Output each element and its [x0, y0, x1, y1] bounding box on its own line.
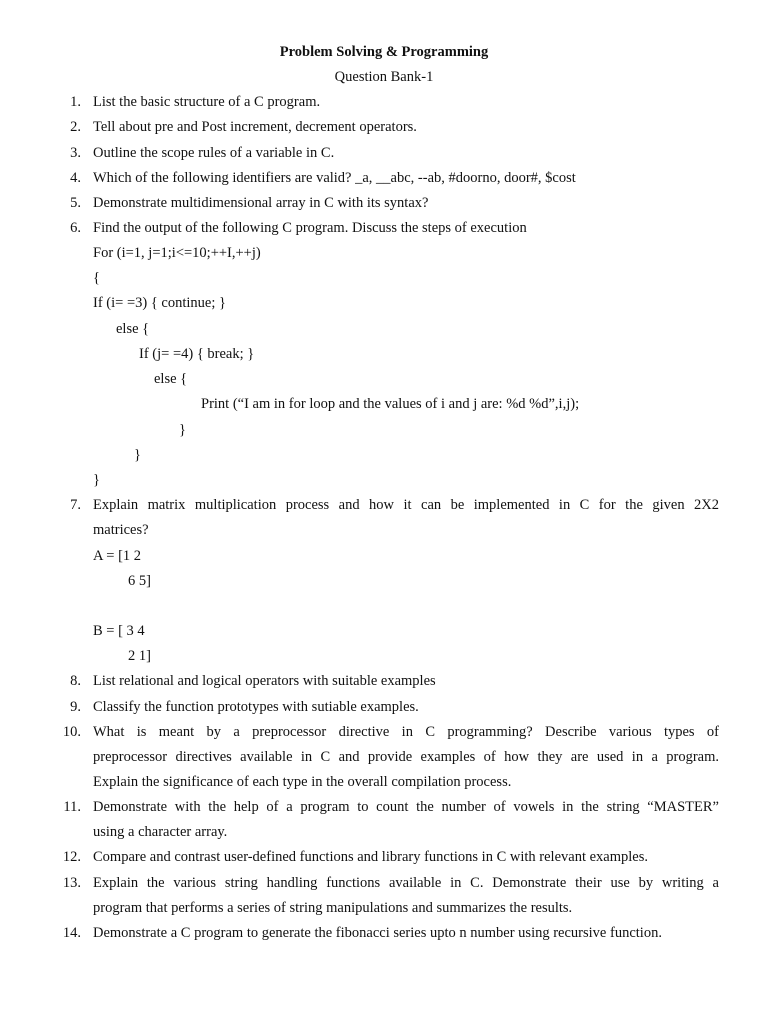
code-line: { — [93, 270, 100, 286]
question-text: program that performs a series of string manipulations and summarizes the results. — [93, 900, 573, 916]
matrix-a-row: 6 5] — [128, 573, 151, 589]
question-text: Which of the following identifiers are valid? _a, __abc, --ab, #doorno, door#, $cost — [93, 170, 576, 186]
question-text: Find the output of the following C program. Discuss the steps of execution — [93, 220, 527, 236]
question-text: using a character array. — [93, 824, 228, 840]
question-text: Explain the various string handling functions available in C. Demonstrate their use by writing a — [93, 875, 719, 891]
question-number: 12. — [62, 849, 81, 865]
question-number: 4. — [70, 170, 81, 186]
code-line: } — [179, 422, 186, 438]
code-line: } — [93, 472, 100, 488]
question-text: List relational and logical operators with suitable examples — [93, 673, 436, 689]
code-line: If (j= =4) { break; } — [139, 346, 255, 362]
document-title: Problem Solving & Programming — [279, 44, 489, 60]
question-text: What is meant by a preprocessor directive in C programming? Describe various types of — [93, 724, 719, 740]
question-text: matrices? — [93, 522, 149, 538]
matrix-a-row: A = [1 2 — [93, 548, 142, 564]
question-number: 2. — [70, 119, 81, 135]
question-number: 6. — [70, 220, 81, 236]
code-line: else { — [154, 371, 188, 387]
matrix-b-row: 2 1] — [128, 648, 151, 664]
question-number: 3. — [70, 145, 81, 161]
question-number: 10. — [62, 724, 81, 740]
question-text: Classify the function prototypes with sutiable examples. — [93, 699, 419, 715]
question-number: 13. — [62, 875, 81, 891]
question-number: 5. — [70, 195, 81, 211]
code-line: For (i=1, j=1;i<=10;++I,++j) — [93, 245, 261, 261]
question-text: Tell about pre and Post increment, decrement operators. — [93, 119, 417, 135]
question-text: Explain the significance of each type in the overall compilation process. — [93, 774, 512, 790]
question-text: Outline the scope rules of a variable in C. — [93, 145, 335, 161]
question-text: Demonstrate with the help of a program to count the number of vowels in the string “MASTER” — [93, 799, 719, 815]
question-text: Compare and contrast user-defined functions and library functions in C with relevant examples. — [93, 849, 648, 865]
question-text: Demonstrate a C program to generate the fibonacci series upto n number using recursive function. — [93, 925, 662, 941]
question-number: 7. — [70, 497, 81, 513]
question-text: List the basic structure of a C program. — [93, 94, 321, 110]
question-text: Explain matrix multiplication process and how it can be implemented in C for the given 2X2 — [93, 497, 719, 513]
code-line: Print (“I am in for loop and the values of i and j are: %d %d”,i,j); — [201, 396, 580, 412]
question-text: preprocessor directives available in C and provide examples of how they are used in a program. — [93, 749, 719, 765]
question-number: 8. — [70, 673, 81, 689]
question-number: 1. — [70, 94, 81, 110]
document-subtitle: Question Bank-1 — [334, 69, 434, 85]
code-line: else { — [116, 321, 150, 337]
question-number: 14. — [62, 925, 81, 941]
question-number: 11. — [63, 799, 81, 815]
code-line: If (i= =3) { continue; } — [93, 295, 226, 311]
question-text: Demonstrate multidimensional array in C with its syntax? — [93, 195, 429, 211]
matrix-b-row: B = [ 3 4 — [93, 623, 145, 639]
question-number: 9. — [70, 699, 81, 715]
code-line: } — [134, 447, 141, 463]
